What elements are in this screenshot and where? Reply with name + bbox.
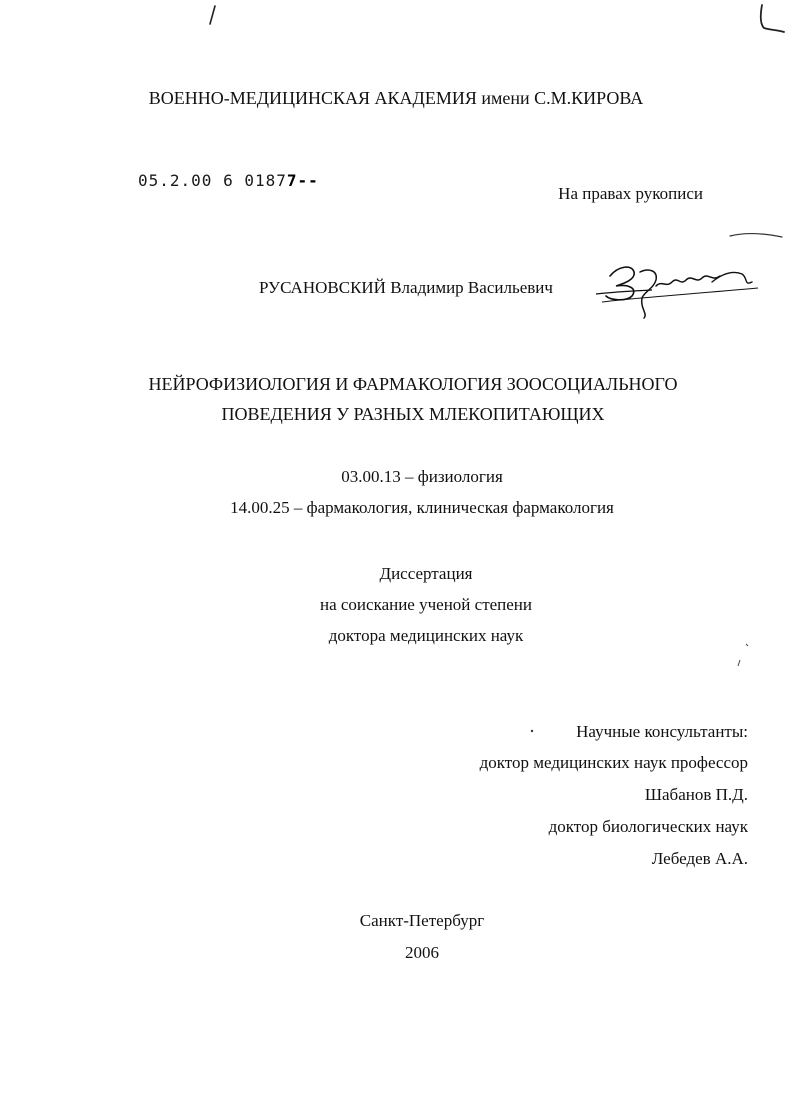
consultant-2-name: Лебедев А.А. (651, 849, 748, 868)
degree-line-1: Диссертация (379, 564, 473, 583)
scan-mark-top-right (756, 2, 786, 34)
rights-note: На правах рукописи (558, 184, 703, 203)
consultants-heading: Научные консультанты: (576, 722, 748, 741)
signature-icon (592, 258, 762, 322)
year: 2006 (405, 943, 439, 962)
specialty-pharmacology: 14.00.25 – фармакология, клиническая фармакология (230, 498, 614, 517)
degree-line-3: доктора медицинских наук (328, 626, 524, 645)
institution-name: ВОЕННО-МЕДИЦИНСКАЯ АКАДЕМИЯ имени С.М.КИРОВА (148, 88, 644, 108)
scan-speck-right (732, 640, 752, 670)
registration-stamp (138, 171, 319, 190)
city: Санкт-Петербург (359, 911, 485, 930)
dissertation-title-line-2: ПОВЕДЕНИЯ У РАЗНЫХ МЛЕКОПИТАЮЩИХ (221, 404, 605, 424)
degree-line-2: на соискание ученой степени (319, 595, 533, 614)
bullet-dot (529, 728, 535, 734)
scan-stroke-right (728, 228, 784, 242)
dissertation-title-line-1: НЕЙРОФИЗИОЛОГИЯ И ФАРМАКОЛОГИЯ ЗООСОЦИАЛЬНОГО (148, 374, 678, 394)
stamp-code: 05.2.00 6 0187 (138, 171, 287, 190)
stamp-ink-mark: 7-- (286, 171, 319, 190)
specialty-physiology: 03.00.13 – физиология (341, 467, 503, 486)
consultant-2-degree: доктор биологических наук (548, 817, 748, 836)
consultant-1-degree: доктор медицинских наук профессор (479, 753, 748, 772)
author-name: РУСАНОВСКИЙ Владимир Васильевич (259, 278, 553, 297)
consultant-1-name: Шабанов П.Д. (644, 785, 748, 804)
scan-mark-top-left (205, 4, 219, 26)
